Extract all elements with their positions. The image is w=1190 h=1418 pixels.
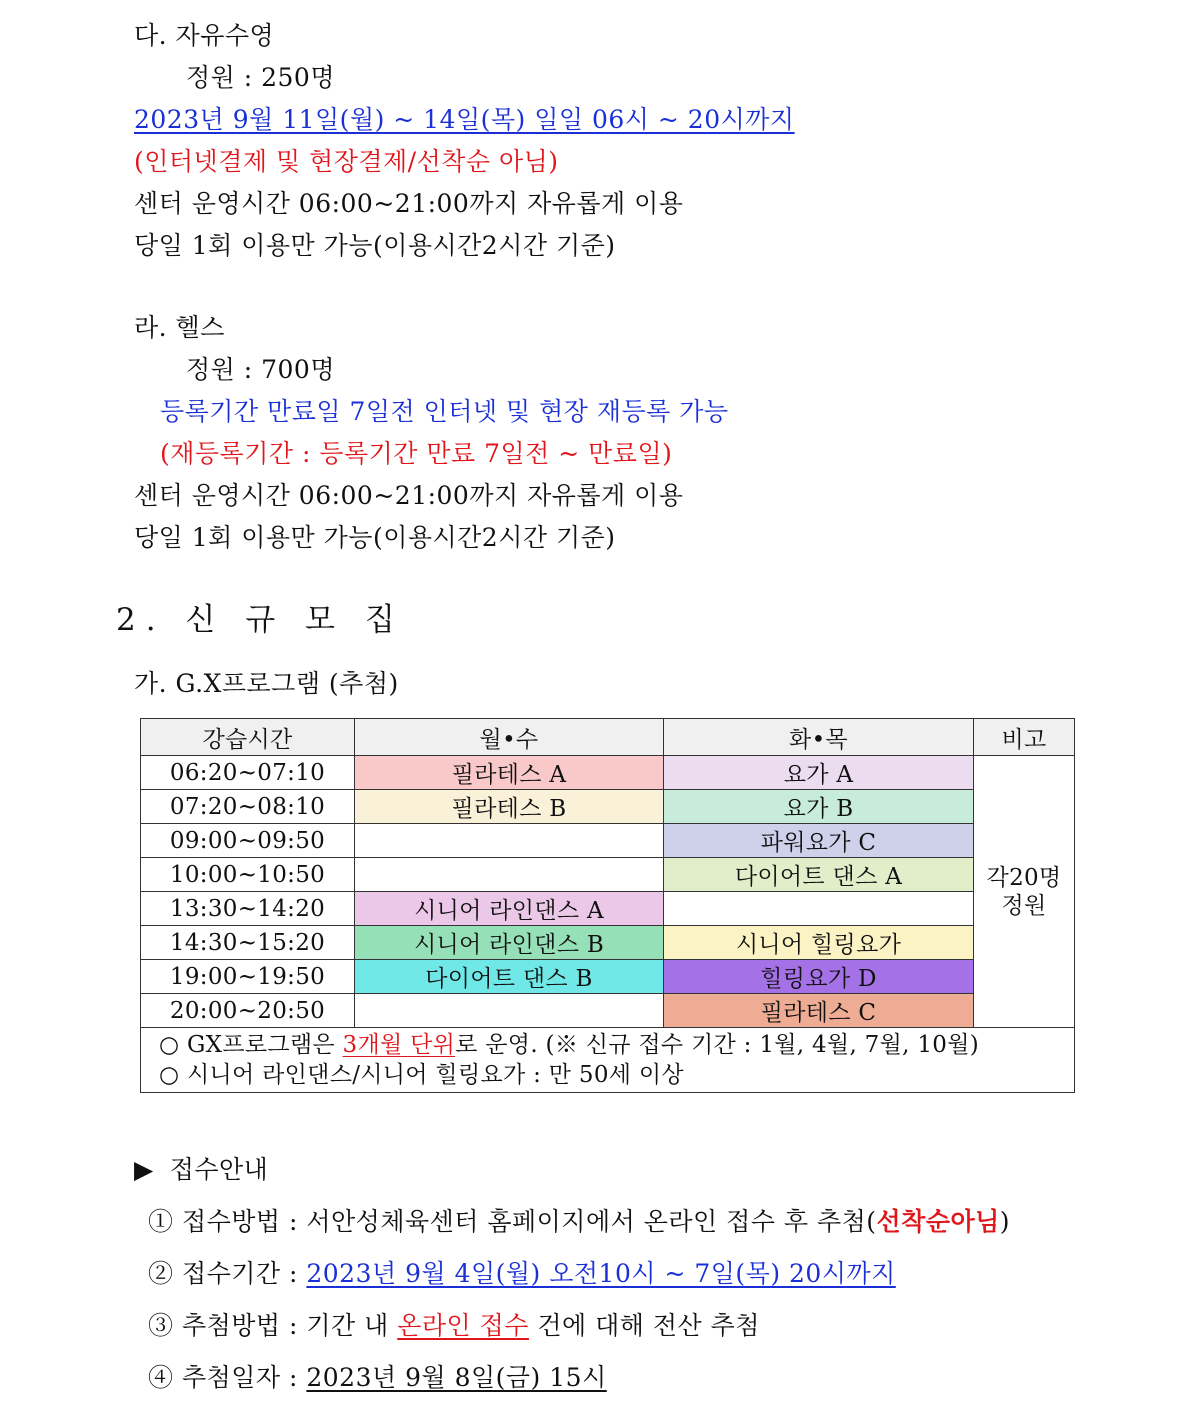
- mon-wed-cell: 시니어 라인댄스 B: [355, 926, 664, 960]
- note-line-2: ○ 시니어 라인댄스/시니어 힐링요가 : 만 50세 이상: [159, 1062, 684, 1088]
- guide-item-3-suffix: 건에 대해 전산 추첨: [528, 1311, 760, 1340]
- tue-thu-cell: 파워요가 C: [664, 824, 974, 858]
- header-remark: 비고: [974, 719, 1075, 756]
- guide-item-1-highlight: 선착순아님: [876, 1207, 1000, 1236]
- table-row: [141, 858, 1075, 892]
- guide-item-1-close: ): [999, 1207, 1011, 1236]
- section-heading-new-recruit: 2. 신 규 모 집: [116, 602, 405, 638]
- mon-wed-cell: 시니어 라인댄스 A: [355, 892, 664, 926]
- free-swim-hours: 센터 운영시간 06:00~21:00까지 자유롭게 이용: [134, 189, 684, 218]
- table-row: [141, 926, 1075, 960]
- section-title-gym: 라. 헬스: [134, 313, 225, 342]
- table-row: [141, 824, 1075, 858]
- guide-item-draw-method: [148, 1310, 760, 1342]
- time-cell: 07:20~08:10: [141, 790, 355, 824]
- header-mon-wed: 월•수: [355, 719, 664, 756]
- mon-wed-cell: 다이어트 댄스 B: [355, 960, 664, 994]
- gym-renew-period: (재등록기간 : 등록기간 만료 7일전 ~ 만료일): [160, 439, 673, 468]
- guide-item-period: [148, 1258, 896, 1290]
- tue-thu-cell: 시니어 힐링요가: [664, 926, 974, 960]
- tue-thu-cell: 요가 A: [664, 756, 974, 790]
- table-row: [141, 960, 1075, 994]
- time-cell: 10:00~10:50: [141, 858, 355, 892]
- time-cell: 19:00~19:50: [141, 960, 355, 994]
- table-header-row: [141, 719, 1075, 756]
- tue-thu-cell: 힐링요가 D: [664, 960, 974, 994]
- mon-wed-cell: 필라테스 A: [355, 756, 664, 790]
- guide-item-1-text: ① 접수방법 : 서안성체육센터 홈페이지에서 온라인 접수 후 추첨(: [148, 1207, 877, 1236]
- table-row: [141, 756, 1075, 790]
- remark-cell: [974, 756, 1075, 1028]
- guide-item-3-label: ③ 추첨방법 : 기간 내: [148, 1311, 398, 1340]
- mon-wed-cell: 필라테스 B: [355, 790, 664, 824]
- time-cell: 14:30~15:20: [141, 926, 355, 960]
- guide-heading: [134, 1154, 268, 1186]
- guide-item-3-highlight: 온라인 접수: [397, 1311, 529, 1340]
- guide-item-2-label: ② 접수기간 :: [148, 1259, 307, 1288]
- time-cell: 20:00~20:50: [141, 994, 355, 1028]
- triangle-bullet-icon: ▶: [134, 1155, 154, 1184]
- gym-limit: 당일 1회 이용만 가능(이용시간2시간 기준): [134, 523, 616, 552]
- header-time: 강습시간: [141, 719, 355, 756]
- free-swim-capacity: 정원 : 250명: [186, 63, 335, 92]
- free-swim-period: 2023년 9월 11일(월) ~ 14일(목) 일일 06시 ~ 20시까지: [134, 105, 795, 134]
- table-row: [141, 790, 1075, 824]
- gym-capacity: 정원 : 700명: [186, 355, 335, 384]
- remark-line-1: 각20명: [986, 864, 1062, 891]
- tue-thu-cell: 요가 B: [664, 790, 974, 824]
- guide-item-method: [148, 1206, 1010, 1238]
- mon-wed-cell: [355, 994, 664, 1028]
- note-1-prefix: ○ GX프로그램은: [159, 1032, 343, 1058]
- table-body: [141, 756, 1075, 1028]
- time-cell: 13:30~14:20: [141, 892, 355, 926]
- note-line-1: [159, 1030, 1056, 1060]
- tue-thu-cell: 필라테스 C: [664, 994, 974, 1028]
- table-row: [141, 994, 1075, 1028]
- guide-title: 접수안내: [169, 1155, 269, 1184]
- gym-renew: 등록기간 만료일 7일전 인터넷 및 현장 재등록 가능: [160, 397, 729, 426]
- section-title-free-swim: 다. 자유수영: [134, 21, 275, 50]
- guide-item-4-label: ④ 추첨일자 :: [148, 1363, 307, 1392]
- table-note-row: [141, 1028, 1075, 1093]
- time-cell: 09:00~09:50: [141, 824, 355, 858]
- free-swim-payment: (인터넷결제 및 현장결제/선착순 아님): [134, 147, 559, 176]
- remark-line-2: 정원: [1001, 892, 1047, 919]
- guide-item-draw-date: [148, 1362, 607, 1394]
- gx-schedule-table: [140, 718, 1075, 1093]
- tue-thu-cell: 다이어트 댄스 A: [664, 858, 974, 892]
- gx-program-subtitle: 가. G.X프로그램 (추첨): [134, 669, 399, 698]
- table-notes: [141, 1028, 1075, 1093]
- guide-item-4-value: 2023년 9월 8일(금) 15시: [306, 1363, 607, 1392]
- gym-hours: 센터 운영시간 06:00~21:00까지 자유롭게 이용: [134, 481, 684, 510]
- guide-item-2-value: 2023년 9월 4일(월) 오전10시 ~ 7일(목) 20시까지: [306, 1259, 896, 1288]
- free-swim-limit: 당일 1회 이용만 가능(이용시간2시간 기준): [134, 231, 616, 260]
- table-row: [141, 892, 1075, 926]
- note-1-highlight: 3개월 단위: [342, 1032, 456, 1058]
- mon-wed-cell: [355, 858, 664, 892]
- header-tue-thu: 화•목: [664, 719, 974, 756]
- tue-thu-cell: [664, 892, 974, 926]
- mon-wed-cell: [355, 824, 664, 858]
- note-1-suffix: 로 운영. (※ 신규 접수 기간 : 1월, 4월, 7월, 10월): [455, 1032, 980, 1058]
- time-cell: 06:20~07:10: [141, 756, 355, 790]
